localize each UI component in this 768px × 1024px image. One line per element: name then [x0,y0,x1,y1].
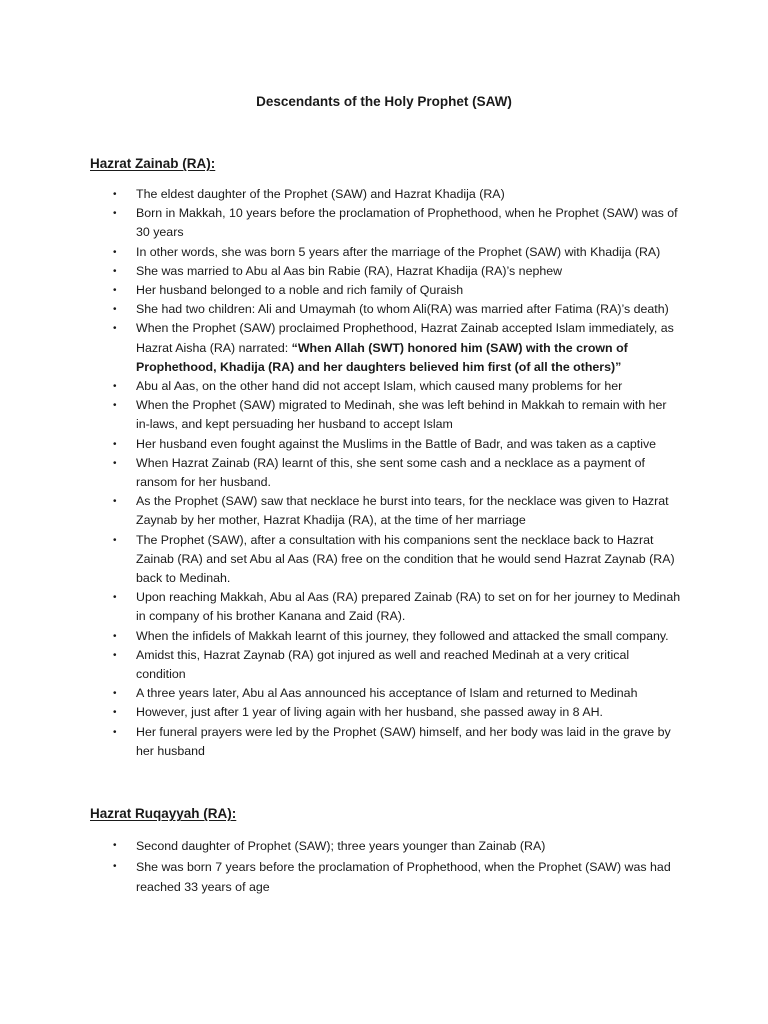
list-item-text: She had two children: Ali and Umaymah (to whom Ali(RA) was married after Fatima (RA)’s death) [136,302,669,317]
list-item [0,857,768,897]
list-item-text: When Hazrat Zainab (RA) learnt of this, she sent some cash and a necklace as a payment of ransom for her husband. [136,455,645,490]
bullet-icon: • [113,649,117,661]
bullet-icon: • [113,457,117,469]
list-item-text: The eldest daughter of the Prophet (SAW) and Hazrat Khadija (RA) [136,187,505,201]
list-item-text: When the Prophet (SAW) proclaimed Prophethood, Hazrat Zainab accepted Islam immediately, as Hazrat Aisha (RA) narrated: [136,321,674,355]
list-item [0,703,768,722]
list-item-text: Her husband belonged to a noble and rich family of Quraish [136,283,464,298]
bullet-icon: • [113,381,117,393]
list-item [0,204,768,242]
list-item [0,319,768,377]
bullet-icon: • [113,861,117,872]
list-item [0,588,768,626]
list-item [0,377,768,396]
list-item-text: She was born 7 years before the proclamation of Prophethood, when the Prophet (SAW) was had reached 33 years of age [136,860,671,894]
list-item [0,684,768,703]
bullet-icon: • [113,630,117,642]
bullet-icon: • [113,707,117,719]
section-heading-zainab: Hazrat Zainab (RA): [90,156,216,171]
list-item-text: In other words, she was born 5 years after the marriage of the Prophet (SAW) with Khadija (RA) [136,244,661,259]
list-item [0,492,768,530]
list-item [0,300,768,319]
list-item [0,531,768,589]
bullet-icon: • [113,438,117,450]
list-item [0,185,768,204]
bullet-list-ruqayyah [0,836,768,897]
list-item-text: Amidst this, Hazrat Zaynab (RA) got injured as well and reached Medinah at a very critical condition [136,647,630,682]
bullet-icon: • [113,189,117,200]
list-item-text: As the Prophet (SAW) saw that necklace he burst into tears, for the necklace was given to Hazrat Zaynab by her mother, Hazrat Khadija (RA), at the time of her marriage [136,494,669,528]
bullet-icon: • [113,592,117,604]
section-heading-ruqayyah: Hazrat Ruqayyah (RA): [90,806,237,821]
list-item [0,723,768,761]
bullet-icon: • [113,534,117,546]
list-item-text: Her husband even fought against the Muslims in the Battle of Badr, and was taken as a captive [136,436,657,451]
list-item-text: Born in Makkah, 10 years before the proclamation of Prophethood, when he Prophet (SAW) was of 30 years [136,206,678,240]
list-item [0,396,768,434]
bullet-list-zainab [0,185,768,761]
document-title: Descendants of the Holy Prophet (SAW) [256,94,512,109]
quotation-text: “When Allah (SWT) honored him (SAW) with the crown of Prophethood, Khadija (RA) and her daughters believed him first (of all the others)” [136,340,628,374]
bullet-icon: • [113,323,117,335]
bullet-icon: • [113,400,117,412]
bullet-icon: • [113,208,117,220]
list-item [0,435,768,454]
list-item [0,836,768,856]
list-item [0,627,768,646]
list-item-text: A three years later, Abu al Aas announced his acceptance of Islam and returned to Medinah [136,686,638,701]
list-item-text: Second daughter of Prophet (SAW); three years younger than Zainab (RA) [136,839,546,853]
list-item [0,262,768,281]
list-item-text: When the infidels of Makkah learnt of this journey, they followed and attacked the small company. [136,628,669,643]
list-item [0,646,768,684]
list-item-text: Abu al Aas, on the other hand did not accept Islam, which caused many problems for her [136,379,623,394]
list-item [0,281,768,300]
list-item [0,243,768,262]
list-item-text: The Prophet (SAW), after a consultation with his companions sent the necklace back to Hazrat Zainab (RA) and set Abu al Aas (RA) free on the condition that he would send Hazrat Zaynab (RA) back to Medinah. [136,532,675,586]
bullet-icon: • [113,265,117,277]
list-item-text: Her funeral prayers were led by the Prophet (SAW) himself, and her body was laid in the grave by her husband [136,724,671,758]
bullet-icon: • [113,285,117,297]
list-item-text: She was married to Abu al Aas bin Rabie (RA), Hazrat Khadija (RA)’s nephew [136,263,563,278]
bullet-icon: • [113,304,117,316]
bullet-icon: • [113,496,117,508]
bullet-icon: • [113,726,117,738]
list-item-text: Upon reaching Makkah, Abu al Aas (RA) prepared Zainab (RA) to set on for her journey to Medinah in company of his brother Kanana and Zaid (RA). [136,590,681,624]
bullet-icon: • [113,840,117,851]
list-item-text: When the Prophet (SAW) migrated to Medinah, she was left behind in Makkah to remain with her in-laws, and kept persuading her husband to accept Islam [136,398,667,432]
bullet-icon: • [113,246,117,258]
list-item-text: However, just after 1 year of living again with her husband, she passed away in 8 AH. [136,705,603,720]
list-item [0,454,768,492]
bullet-icon: • [113,688,117,700]
